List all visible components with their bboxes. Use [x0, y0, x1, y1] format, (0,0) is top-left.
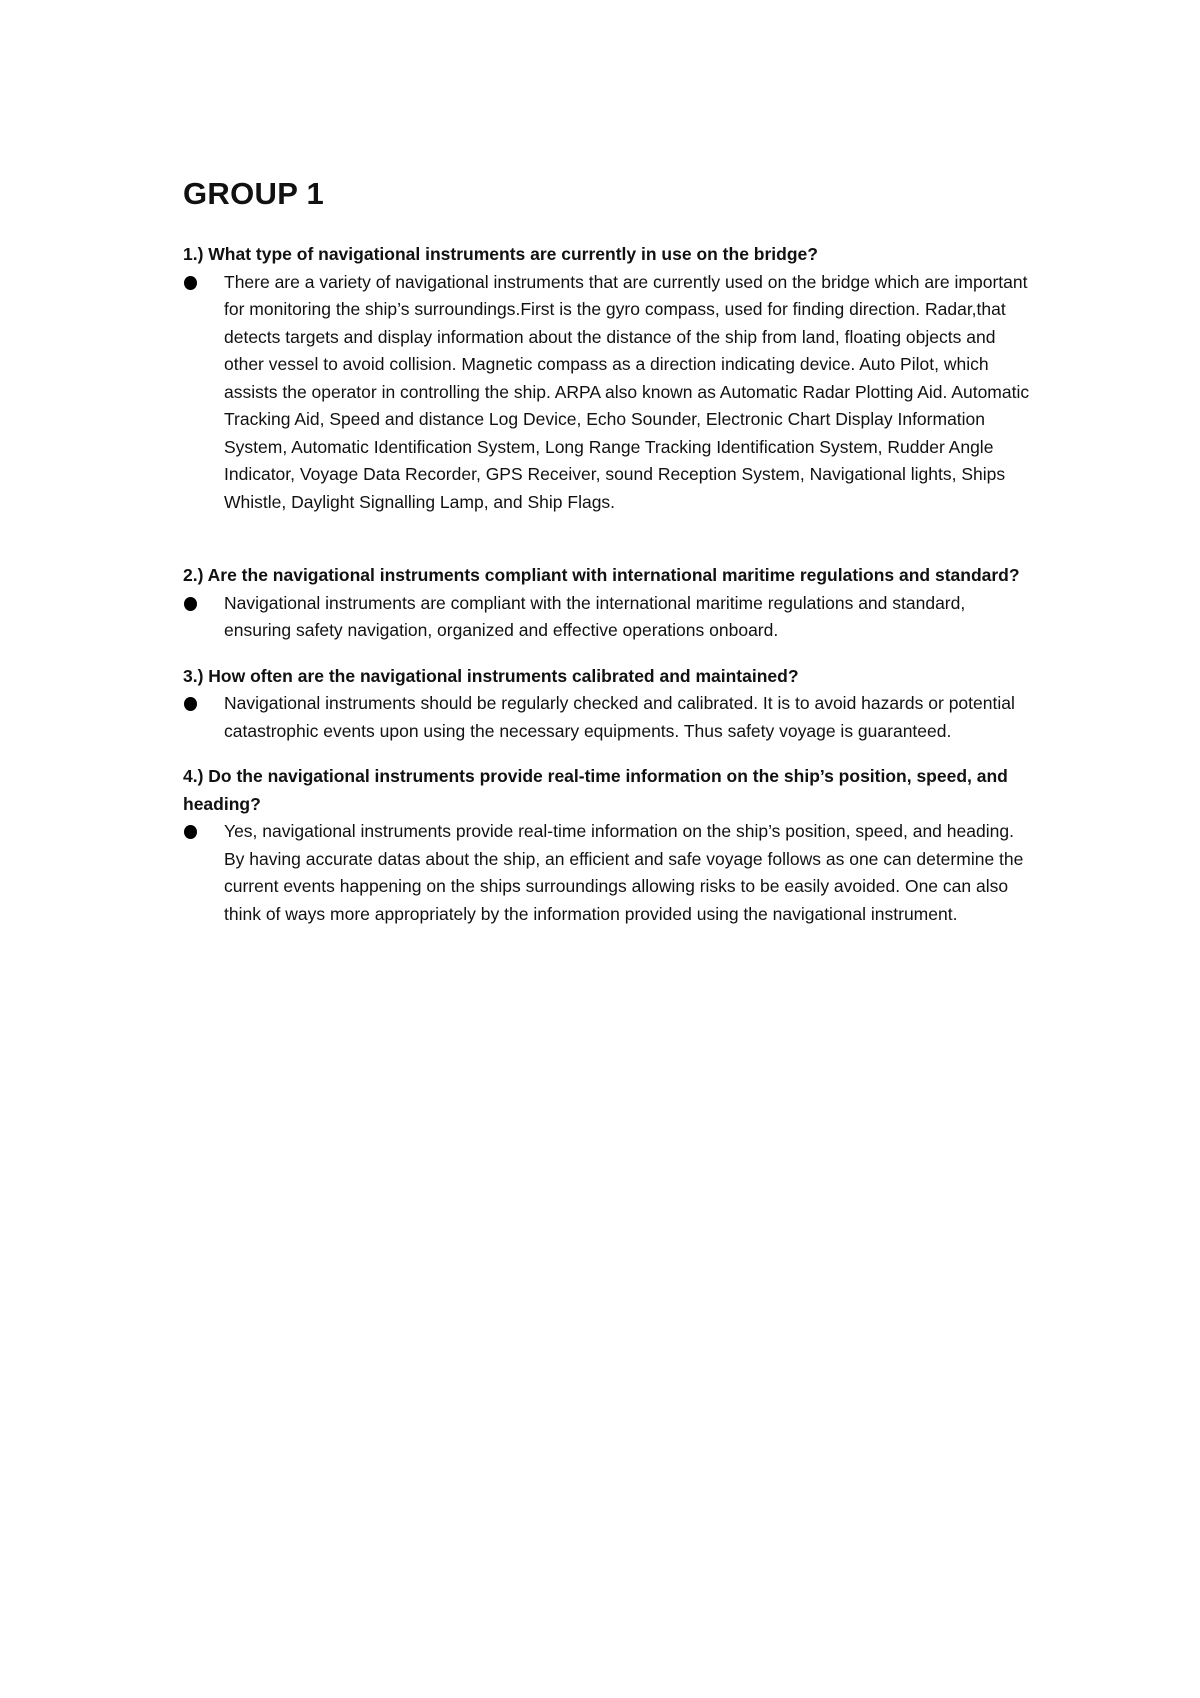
question-3: 3.) How often are the navigational instruments calibrated and maintained?: [183, 665, 799, 686]
answer-3: [183, 690, 1033, 745]
document-title: GROUP 1: [183, 176, 325, 211]
question-2: 2.) Are the navigational instruments compliant with international maritime regulations and standard?: [183, 565, 1020, 585]
document-content: [183, 176, 1033, 928]
bullet-icon: [184, 825, 197, 839]
answer-4-text: Yes, navigational instruments provide real-time information on the ship’s position, speed, and heading. By having accurate datas about the ship, an efficient and safe voyage follows as one can determine the current events happening on the ships surroundings allowing risks to be easily avoided. One can also think of ways more appropriately by the information provided using the navigational instrument.: [224, 821, 1024, 924]
answer-2: [183, 590, 1033, 645]
bullet-icon: [184, 597, 197, 611]
answer-1-text: There are a variety of navigational instruments that are currently used on the bridge which are important for monitoring the ship’s surroundings.First is the gyro compass, used for finding direction. Radar,that detects targets and display information about the distance of the ship from land, floating objects and other vessel to avoid collision. Magnetic compass as a direction indicating device. Auto Pilot, which assists the operator in controlling the ship. ARPA also known as Automatic Radar Plotting Aid. Automatic Tracking Aid, Speed and distance Log Device, Echo Sounder, Electronic Chart Display Information System, Automatic Identification System, Long Range Tracking Identification System, Rudder Angle Indicator, Voyage Data Recorder, GPS Receiver, sound Reception System, Navigational lights, Ships Whistle, Daylight Signalling Lamp, and Ship Flags.: [224, 271, 1030, 512]
answer-2-text: Navigational instruments are compliant with the international maritime regulations and standard, ensuring safety navigation, organized and effective operations onboard.: [224, 592, 966, 640]
qa-section-4: [183, 763, 1033, 928]
bullet-icon: [184, 276, 197, 290]
question-4: 4.) Do the navigational instruments provide real-time information on the ship’s position, speed, and heading?: [183, 766, 1008, 814]
bullet-icon: [184, 697, 197, 711]
answer-4: [183, 818, 1033, 928]
qa-section-3: [183, 663, 1033, 746]
question-1: 1.) What type of navigational instruments are currently in use on the bridge?: [183, 244, 818, 264]
answer-3-text: Navigational instruments should be regularly checked and calibrated. It is to avoid hazards or potential catastrophic events upon using the necessary equipments. Thus safety voyage is guaranteed.: [224, 693, 1015, 741]
qa-section-2: [183, 562, 1033, 645]
qa-section-1: [183, 241, 1033, 516]
answer-1: [183, 269, 1033, 517]
